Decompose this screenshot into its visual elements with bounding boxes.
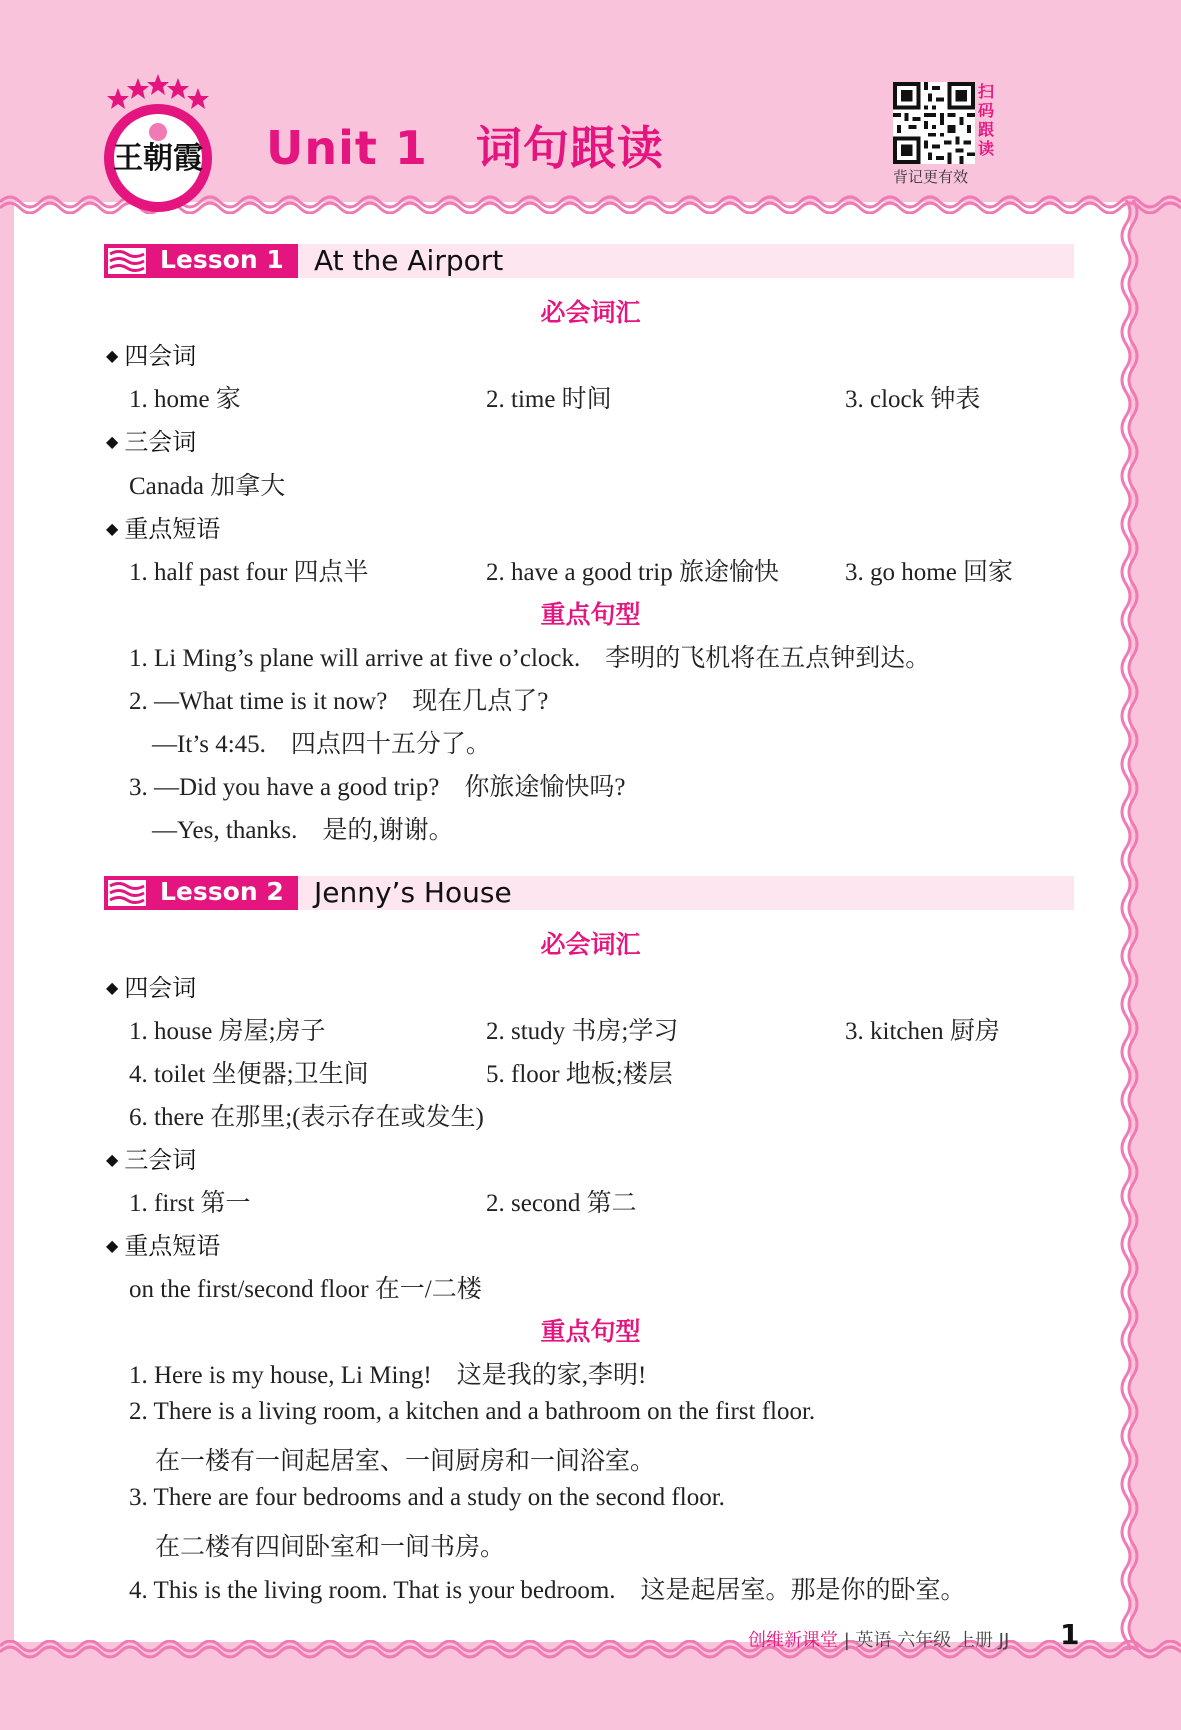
qr-side-char: 读	[978, 139, 995, 158]
diamond-bullet-icon: ◆	[106, 519, 119, 538]
lesson-2-four-skills-label: ◆ 四会词	[106, 974, 197, 1002]
lesson-2-three-skills-label: ◆ 三会词	[106, 1146, 197, 1174]
lesson-1-four-skills-label: ◆ 四会词	[106, 342, 197, 370]
lesson-2-vocab-heading: 必会词汇	[540, 930, 641, 959]
lesson-1-sentences-heading: 重点句型	[540, 600, 641, 629]
lesson-1-four-skill-item: 3. clock 钟表	[845, 386, 981, 413]
lesson-1-phrase-item: 1. half past four 四点半	[129, 559, 369, 586]
lesson-2-four-skill-item: 4. toilet 坐便器;卫生间	[129, 1061, 369, 1088]
wave-stripes-icon	[108, 880, 146, 906]
lesson-2-four-skill-item: 1. house 房屋;房子	[129, 1018, 326, 1045]
lesson-2-sentences-heading: 重点句型	[540, 1317, 641, 1346]
diamond-bullet-icon: ◆	[106, 346, 119, 365]
diamond-bullet-icon: ◆	[106, 1150, 119, 1169]
lesson-2-phrases-label: ◆ 重点短语	[106, 1232, 221, 1260]
lesson-1-three-skill-item: Canada 加拿大	[129, 473, 286, 500]
content-panel	[14, 202, 1130, 1642]
lesson-2-sentence: 在二楼有四间卧室和一间书房。	[155, 1534, 506, 1561]
wangzhaoxia-logo	[96, 74, 220, 214]
lesson-1-sentence: 3. —Did you have a good trip? 你旅途愉快吗?	[129, 774, 626, 801]
qr-side-char: 码	[978, 101, 995, 120]
lesson-1-title: At the Airport	[314, 244, 504, 277]
lesson-1-label: Lesson 1	[160, 245, 284, 274]
lesson-2-bar	[104, 876, 1074, 910]
lesson-2-tag	[104, 876, 298, 910]
page-footer	[748, 1626, 1009, 1652]
page-title	[266, 112, 712, 178]
qr-caption: 背记更有效	[893, 168, 969, 186]
lesson-1-four-skill-item: 2. time 时间	[486, 386, 612, 413]
lesson-1-phrase-item: 3. go home 回家	[845, 559, 1014, 586]
lesson-2-sentence: 2. There is a living room, a kitchen and a bathroom on the first floor.	[129, 1398, 816, 1425]
diamond-bullet-icon: ◆	[106, 432, 119, 451]
lesson-2-three-skill-item: 1. first 第一	[129, 1190, 251, 1217]
unit-label: Unit 1	[266, 121, 428, 175]
lesson-2-four-skill-item: 3. kitchen 厨房	[845, 1018, 1000, 1045]
wave-stripes-icon	[108, 248, 146, 274]
diamond-bullet-icon: ◆	[106, 978, 119, 997]
footer-info: | 英语 六年级 上册 JJ	[838, 1630, 1010, 1651]
lesson-1-three-skills-label: ◆ 三会词	[106, 428, 197, 456]
lesson-1-phrases-label: ◆ 重点短语	[106, 515, 221, 543]
lesson-2-sentence: 4. This is the living room. That is your bedroom. 这是起居室。那是你的卧室。	[129, 1577, 966, 1604]
lesson-1-sentence: 2. —What time is it now? 现在几点了?	[129, 688, 549, 715]
lesson-2-title: Jenny’s House	[314, 876, 512, 909]
lesson-1-sentence: 1. Li Ming’s plane will arrive at five o’clock. 李明的飞机将在五点钟到达。	[129, 645, 931, 672]
page-number: 1	[1060, 1618, 1080, 1651]
lesson-1-phrase-item: 2. have a good trip 旅途愉快	[486, 559, 780, 586]
unit-subtitle: 词句跟读	[475, 121, 664, 175]
lesson-2-phrase-item: on the first/second floor 在一/二楼	[129, 1276, 482, 1303]
lesson-2-three-skill-item: 2. second 第二	[486, 1190, 637, 1217]
lesson-2-four-skill-item: 6. there 在那里;(表示存在或发生)	[129, 1104, 484, 1131]
lesson-2-label: Lesson 2	[160, 877, 284, 906]
qr-side-char: 扫	[978, 82, 995, 101]
qr-side-label	[978, 82, 998, 158]
footer-brand: 创维新课堂	[748, 1630, 838, 1651]
lesson-2-sentence: 3. There are four bedrooms and a study on the second floor.	[129, 1484, 725, 1511]
qr-code-icon[interactable]	[893, 82, 975, 164]
lesson-1-sentence: —It’s 4:45. 四点四十五分了。	[152, 731, 491, 758]
lesson-1-four-skill-item: 1. home 家	[129, 386, 241, 413]
lesson-2-sentence: 在一楼有一间起居室、一间厨房和一间浴室。	[155, 1448, 656, 1475]
lesson-1-bar	[104, 244, 1074, 278]
diamond-bullet-icon: ◆	[106, 1236, 119, 1255]
lesson-1-sentence: —Yes, thanks. 是的,谢谢。	[152, 817, 454, 844]
qr-side-char: 跟	[978, 120, 995, 139]
lesson-1-tag	[104, 244, 298, 278]
lesson-1-vocab-heading: 必会词汇	[540, 298, 641, 327]
logo-text: 王朝霞	[113, 141, 203, 176]
lesson-2-four-skill-item: 2. study 书房;学习	[486, 1018, 679, 1045]
lesson-2-sentence: 1. Here is my house, Li Ming! 这是我的家,李明!	[129, 1362, 647, 1389]
lesson-2-four-skill-item: 5. floor 地板;楼层	[486, 1061, 673, 1088]
